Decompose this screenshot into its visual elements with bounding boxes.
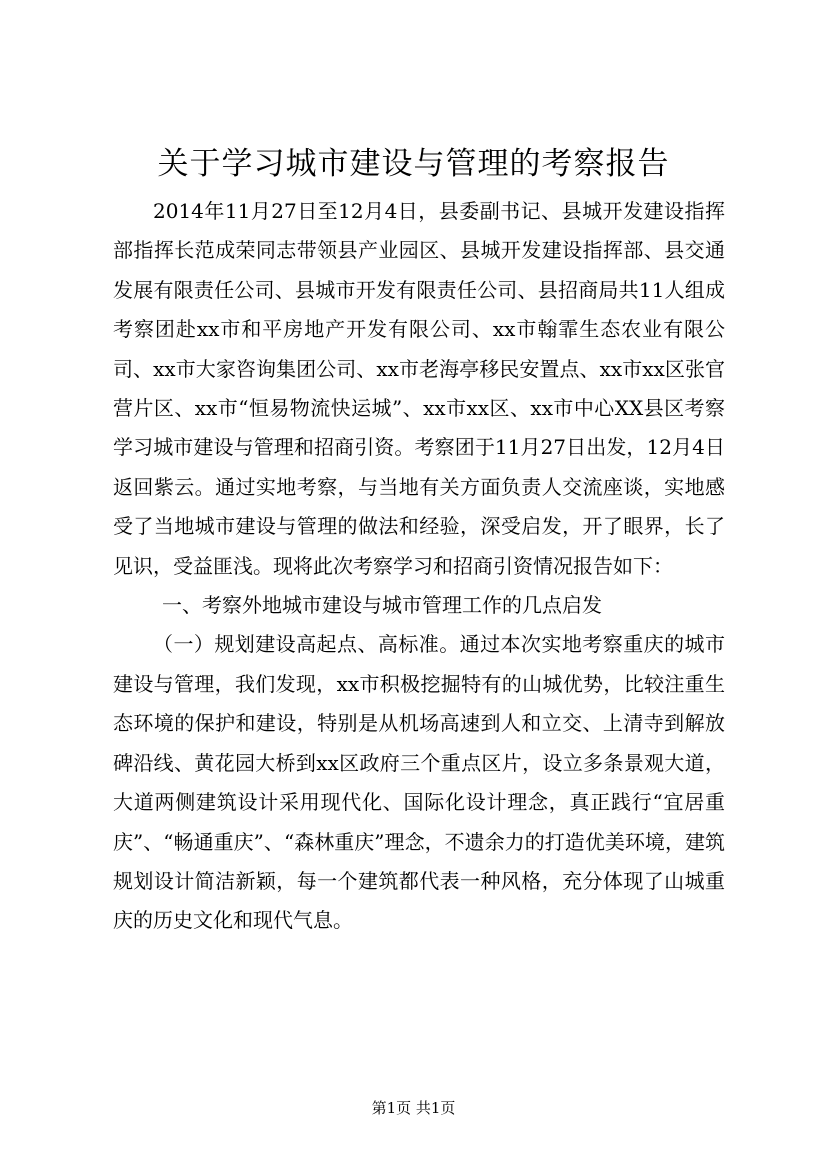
- page-footer: 第1页 共1页: [371, 1099, 456, 1117]
- paragraph-planning: （一）规划建设高起点、高标准。通过本次实地考察重庆的城市建设与管理，我们发现，xx市积极挖掘特有的山城优势，比较注重生态环境的保护和建设，特别是从机场高速到人和立交、上清寺到解放碑沿线、黄花园大桥到xx区政府三个重点区片，设立多条景观大道，大道两侧建筑设计采用现代化、国际化设计理念，真正践行“宜居重庆”、“畅通重庆”、“森林重庆”理念，不遗余力的打造优美环境，建筑规划设计简洁新颖，每一个建筑都代表一种风格，充分体现了山城重庆的历史文化和现代气息。: [113, 632, 725, 933]
- document-body: [113, 192, 725, 941]
- section-heading: 一、考察外地城市建设与城市管理工作的几点启发: [162, 593, 602, 618]
- paragraph-intro: 2014年11月27日至12月4日，县委副书记、县城开发建设指挥部指挥长范成荣同志带领县产业园区、县城开发建设指挥部、县交通发展有限责任公司、县城市开发有限责任公司、县招商局共11人组成考察团赴xx市和平房地产开发有限公司、xx市翰霏生态农业有限公司、xx市大家咨询集团公司、xx市老海亭移民安置点、xx市xx区张官营片区、xx市“恒易物流快运城”、xx市xx区、xx市中心XX县区考察学习城市建设与管理和招商引资。考察团于11月27日出发，12月4日返回紫云。通过实地考察，与当地有关方面负责人交流座谈，实地感受了当地城市建设与管理的做法和经验，深受启发，开了眼界，长了见识，受益匪浅。现将此次考察学习和招商引资情况报告如下：: [113, 199, 725, 578]
- document-title: 关于学习城市建设与管理的考察报告: [157, 146, 670, 182]
